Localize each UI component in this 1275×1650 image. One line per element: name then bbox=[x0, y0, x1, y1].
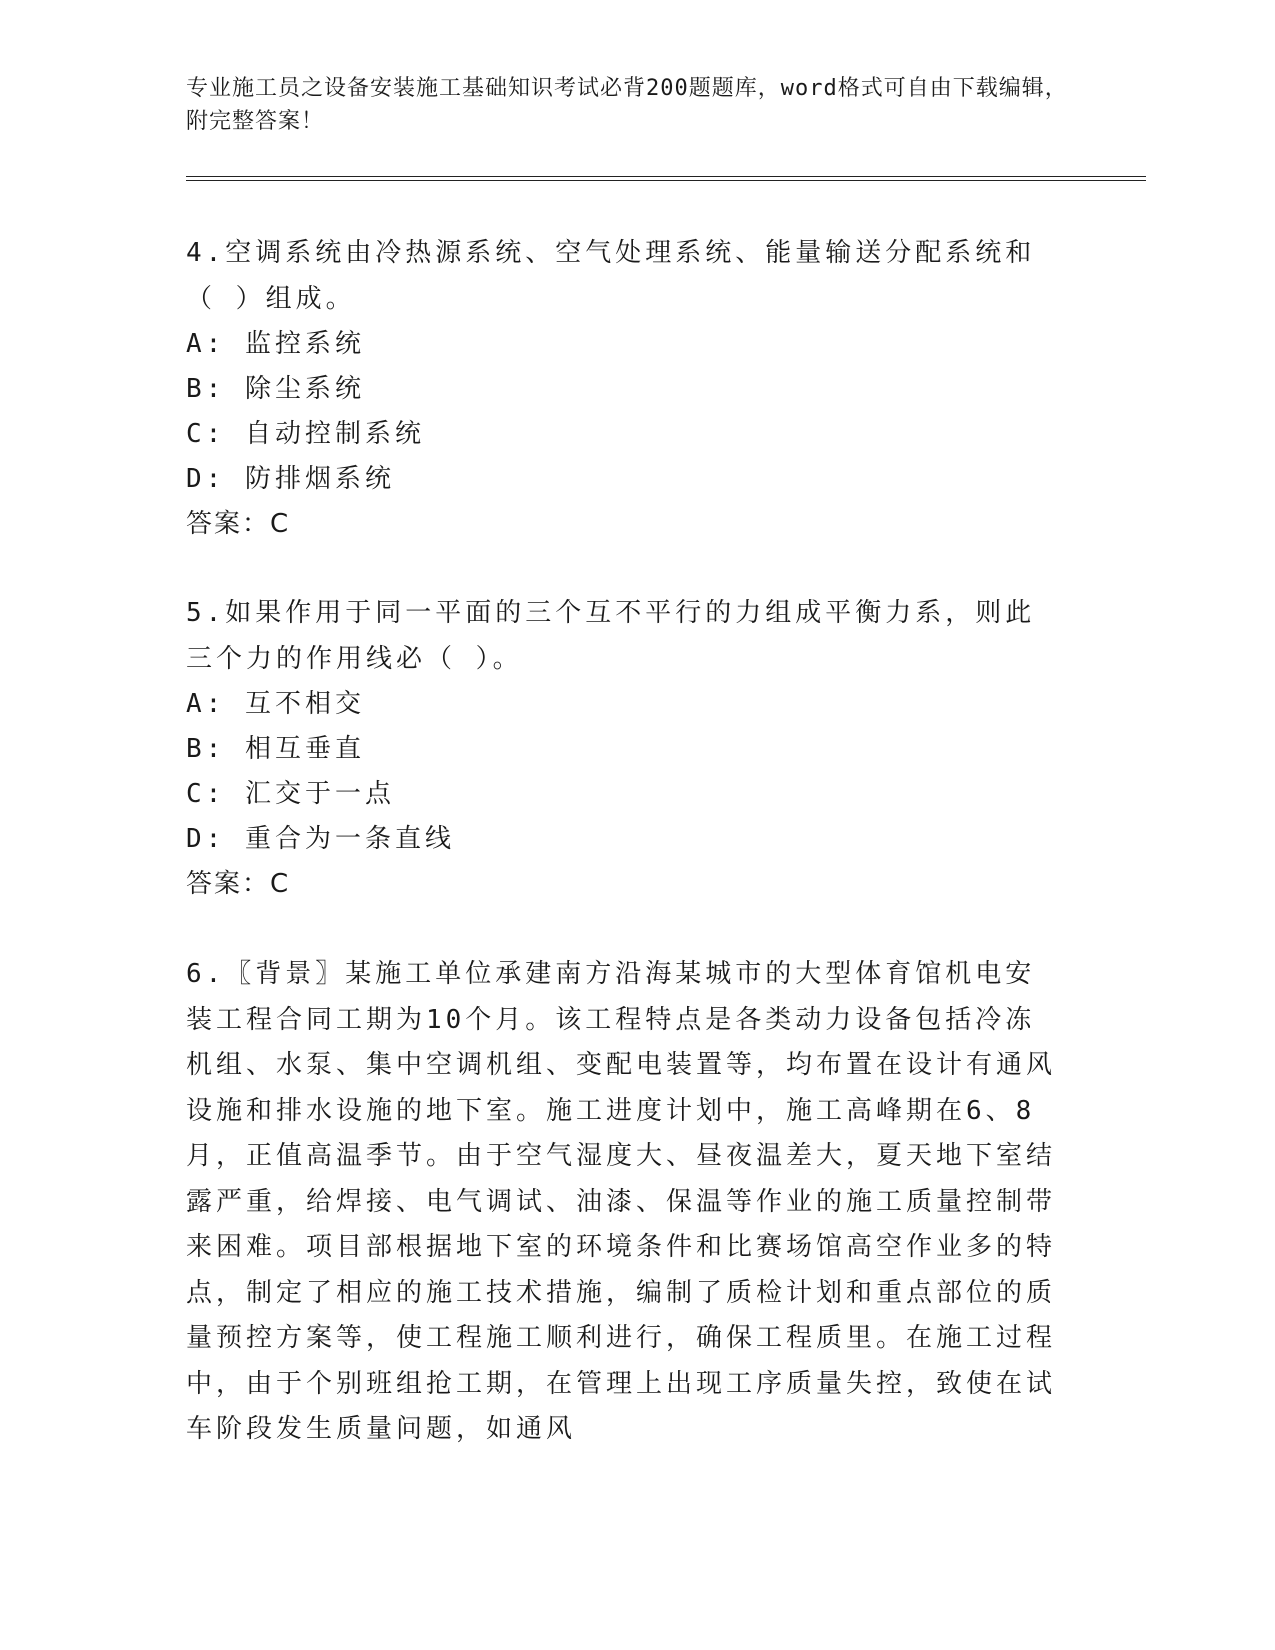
document-header: 专业施工员之设备安装施工基础知识考试必背200题题库，word格式可自由下载编辑，附完整答案！ bbox=[186, 76, 1068, 134]
option-c: C: 汇交于一点 bbox=[186, 779, 395, 809]
question-6 bbox=[186, 952, 1056, 1453]
option-b: B: 相互垂直 bbox=[186, 734, 365, 764]
question-5 bbox=[186, 590, 1056, 907]
option-a: A: 监控系统 bbox=[186, 329, 365, 359]
option-c: C: 自动控制系统 bbox=[186, 419, 425, 449]
option-d: D: 防排烟系统 bbox=[186, 464, 395, 494]
option-d: D: 重合为一条直线 bbox=[186, 824, 455, 854]
option-b: B: 除尘系统 bbox=[186, 374, 365, 404]
question-4 bbox=[186, 230, 1056, 547]
question-stem: 5.如果作用于同一平面的三个互不平行的力组成平衡力系，则此三个力的作用线必（ ）。 bbox=[186, 598, 1036, 674]
answer-line: 答案：C bbox=[186, 509, 291, 539]
question-stem: 4.空调系统由冷热源系统、空气处理系统、能量输送分配系统和（ ）组成。 bbox=[186, 238, 1036, 314]
answer-line: 答案：C bbox=[186, 869, 291, 899]
question-stem: 6.〖背景〗某施工单位承建南方沿海某城市的大型体育馆机电安装工程合同工期为10个月。该工程特点是各类动力设备包括冷冻机组、水泵、集中空调机组、变配电装置等，均布置在设计有通风设施和排水设施的地下室。施工进度计划中，施工高峰期在6、8月，正值高温季节。由于空气湿度大、昼夜温差大，夏天地下室结露严重，给焊接、电气调试、油漆、保温等作业的施工质量控制带来困难。项目部根据地下室的环境条件和比赛场馆高空作业多的特点，制定了相应的施工技术措施，编制了质检计划和重点部位的质量预控方案等，使工程施工顺利进行，确保工程质里。在施工过程中，由于个别班组抢工期，在管理上出现工序质量失控，致使在试车阶段发生质量问题，如通风 bbox=[186, 959, 1057, 1444]
header-divider bbox=[186, 176, 1146, 181]
option-a: A: 互不相交 bbox=[186, 689, 365, 719]
